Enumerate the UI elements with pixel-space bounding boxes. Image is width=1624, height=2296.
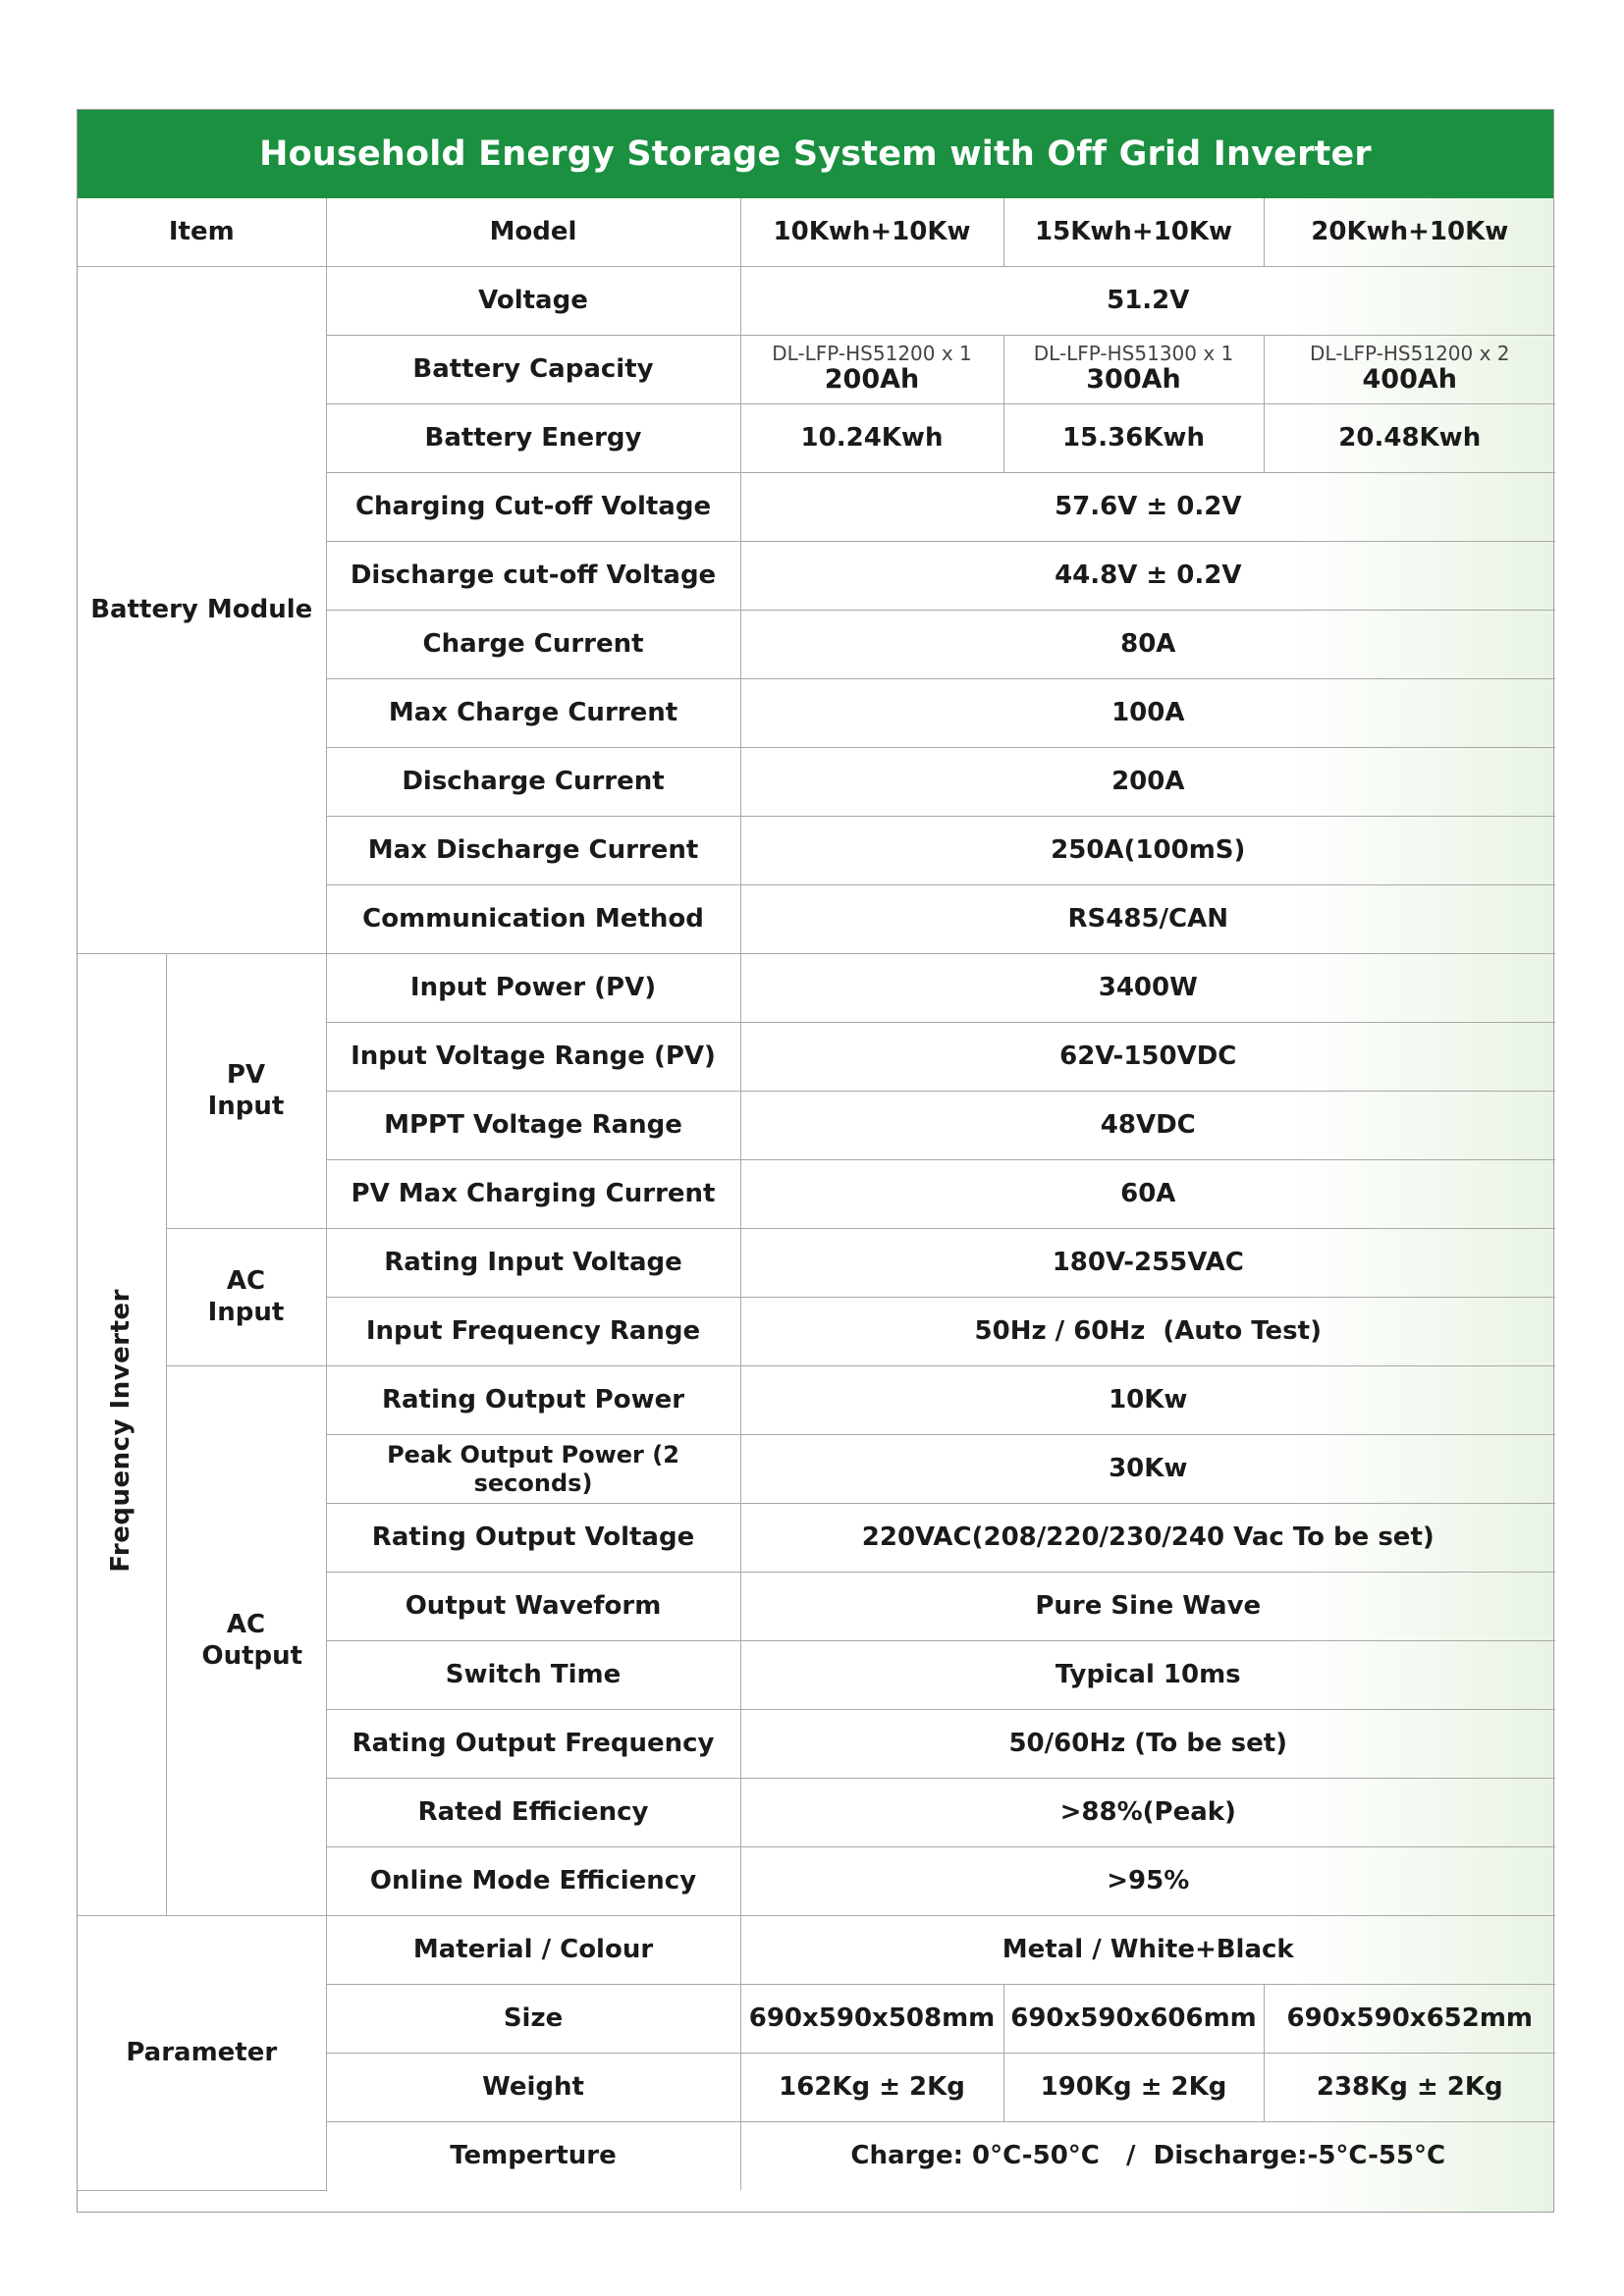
row-value: 62V-150VDC bbox=[740, 1023, 1555, 1092]
row-label: Peak Output Power (2 seconds) bbox=[326, 1435, 740, 1504]
group-ac-output bbox=[166, 1366, 326, 1916]
row-value: Pure Sine Wave bbox=[740, 1573, 1555, 1641]
row-label: Online Mode Efficiency bbox=[326, 1847, 740, 1916]
row-label: Communication Method bbox=[326, 885, 740, 954]
row-value: 162Kg ± 2Kg bbox=[740, 2054, 1003, 2122]
row-value: 220VAC(208/220/230/240 Vac To be set) bbox=[740, 1504, 1555, 1573]
battery-model-code: DL-LFP-HS51200 x 1 bbox=[772, 342, 972, 366]
row-label: Battery Capacity bbox=[326, 336, 740, 404]
row-value: 200A bbox=[740, 748, 1555, 817]
capacity-cell-1 bbox=[740, 336, 1003, 404]
capacity-cell-3 bbox=[1264, 336, 1555, 404]
row-label: Discharge Current bbox=[326, 748, 740, 817]
row-value: 80A bbox=[740, 611, 1555, 679]
row-value: 10Kw bbox=[740, 1366, 1555, 1435]
row-value: 50Hz / 60Hz (Auto Test) bbox=[740, 1298, 1555, 1366]
group-ac-input bbox=[166, 1229, 326, 1366]
row-label: Max Charge Current bbox=[326, 679, 740, 748]
capacity-value: 200Ah bbox=[824, 364, 920, 396]
group-battery-module: Battery Module bbox=[78, 267, 326, 954]
battery-model-code: DL-LFP-HS51200 x 2 bbox=[1310, 342, 1510, 366]
row-label: Material / Colour bbox=[326, 1916, 740, 1985]
row-label: Weight bbox=[326, 2054, 740, 2122]
header-item: Item bbox=[78, 198, 326, 267]
row-value: Metal / White+Black bbox=[740, 1916, 1555, 1985]
ac-output-label: AC Output bbox=[201, 1610, 303, 1671]
row-value: 50/60Hz (To be set) bbox=[740, 1710, 1555, 1779]
row-value: 238Kg ± 2Kg bbox=[1264, 2054, 1555, 2122]
row-label: Discharge cut-off Voltage bbox=[326, 542, 740, 611]
spec-table bbox=[78, 198, 1555, 2191]
header-model-1: 10Kwh+10Kw bbox=[740, 198, 1003, 267]
group-parameter: Parameter bbox=[78, 1916, 326, 2191]
row-label: Temperture bbox=[326, 2122, 740, 2191]
table-row bbox=[78, 1366, 1555, 1435]
row-value: 250A(100mS) bbox=[740, 817, 1555, 885]
group-frequency-inverter bbox=[78, 954, 166, 1916]
row-value: Typical 10ms bbox=[740, 1641, 1555, 1710]
row-value: 51.2V bbox=[740, 267, 1555, 336]
row-label: Rating Output Power bbox=[326, 1366, 740, 1435]
row-label: Rating Input Voltage bbox=[326, 1229, 740, 1298]
row-value: 57.6V ± 0.2V bbox=[740, 473, 1555, 542]
row-value: 10.24Kwh bbox=[740, 404, 1003, 473]
row-value: 20.48Kwh bbox=[1264, 404, 1555, 473]
header-model-3: 20Kwh+10Kw bbox=[1264, 198, 1555, 267]
header-model: Model bbox=[326, 198, 740, 267]
row-label: Voltage bbox=[326, 267, 740, 336]
row-value: 690x590x652mm bbox=[1264, 1985, 1555, 2054]
row-label: Output Waveform bbox=[326, 1573, 740, 1641]
row-value: 44.8V ± 0.2V bbox=[740, 542, 1555, 611]
row-label: Input Voltage Range (PV) bbox=[326, 1023, 740, 1092]
row-label: Rating Output Voltage bbox=[326, 1504, 740, 1573]
table-row bbox=[78, 1229, 1555, 1298]
row-label: Rating Output Frequency bbox=[326, 1710, 740, 1779]
row-value: >95% bbox=[740, 1847, 1555, 1916]
row-value: 15.36Kwh bbox=[1003, 404, 1264, 473]
row-label: Switch Time bbox=[326, 1641, 740, 1710]
row-label: Input Frequency Range bbox=[326, 1298, 740, 1366]
table-title: Household Energy Storage System with Off Grid Inverter bbox=[78, 110, 1553, 198]
row-value: >88%(Peak) bbox=[740, 1779, 1555, 1847]
row-label: Charge Current bbox=[326, 611, 740, 679]
row-label: Size bbox=[326, 1985, 740, 2054]
row-value: 30Kw bbox=[740, 1435, 1555, 1504]
capacity-cell-2 bbox=[1003, 336, 1264, 404]
row-label: MPPT Voltage Range bbox=[326, 1092, 740, 1160]
row-value: 690x590x508mm bbox=[740, 1985, 1003, 2054]
row-label: Max Discharge Current bbox=[326, 817, 740, 885]
header-row bbox=[78, 198, 1555, 267]
frequency-inverter-label: Frequency Inverter bbox=[106, 1289, 136, 1573]
row-label: PV Max Charging Current bbox=[326, 1160, 740, 1229]
spec-sheet bbox=[77, 109, 1554, 2213]
header-model-2: 15Kwh+10Kw bbox=[1003, 198, 1264, 267]
pv-input-label: PV Input bbox=[207, 1060, 285, 1121]
row-value: 690x590x606mm bbox=[1003, 1985, 1264, 2054]
row-label: Battery Energy bbox=[326, 404, 740, 473]
row-value: 180V-255VAC bbox=[740, 1229, 1555, 1298]
table-row bbox=[78, 954, 1555, 1023]
row-value: Charge: 0°C-50°C / Discharge:-5°C-55°C bbox=[740, 2122, 1555, 2191]
row-value: 3400W bbox=[740, 954, 1555, 1023]
row-label: Input Power (PV) bbox=[326, 954, 740, 1023]
row-label: Charging Cut-off Voltage bbox=[326, 473, 740, 542]
capacity-value: 400Ah bbox=[1362, 364, 1457, 396]
row-value: 48VDC bbox=[740, 1092, 1555, 1160]
ac-input-label: AC Input bbox=[207, 1266, 285, 1327]
row-label: Rated Efficiency bbox=[326, 1779, 740, 1847]
row-value: RS485/CAN bbox=[740, 885, 1555, 954]
group-pv-input bbox=[166, 954, 326, 1229]
row-value: 100A bbox=[740, 679, 1555, 748]
row-value: 190Kg ± 2Kg bbox=[1003, 2054, 1264, 2122]
table-row bbox=[78, 267, 1555, 336]
capacity-value: 300Ah bbox=[1086, 364, 1181, 396]
row-value: 60A bbox=[740, 1160, 1555, 1229]
table-row bbox=[78, 1916, 1555, 1985]
battery-model-code: DL-LFP-HS51300 x 1 bbox=[1033, 342, 1234, 366]
